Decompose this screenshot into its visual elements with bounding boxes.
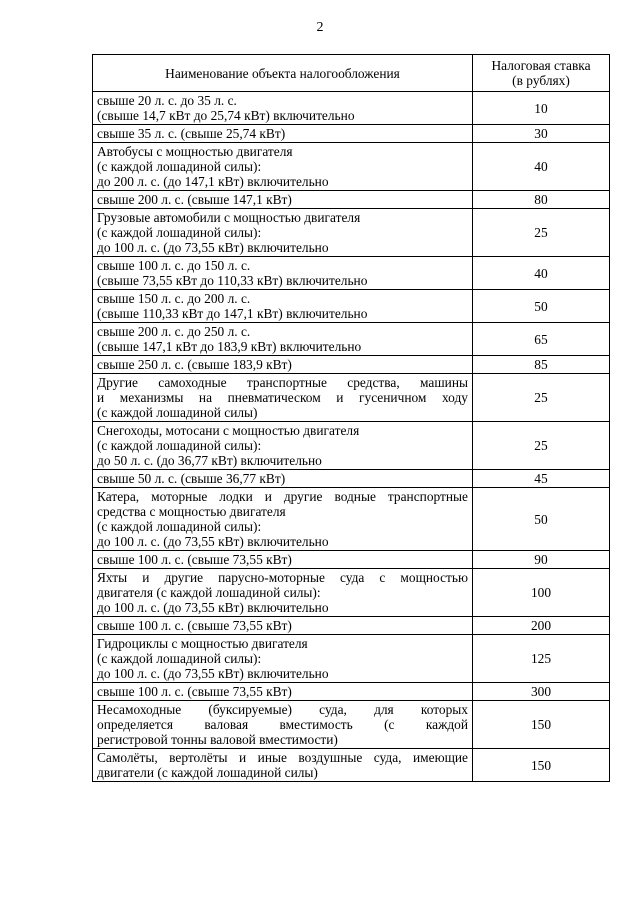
tax-object-cell	[93, 125, 473, 143]
table-row	[93, 617, 610, 635]
table-row	[93, 551, 610, 569]
tax-rate-cell: 30	[473, 125, 610, 143]
column-header-rate-line: (в рублях)	[512, 73, 570, 88]
tax-rate-cell: 40	[473, 143, 610, 191]
table-row	[93, 374, 610, 422]
tax-rate-cell: 100	[473, 569, 610, 617]
tax-object-line: двигатели (с каждой лошадиной силы)	[97, 765, 318, 780]
tax-object-cell	[93, 683, 473, 701]
tax-object-line: до 50 л. с. (до 36,77 кВт) включительно	[97, 453, 322, 468]
column-header-name: Наименование объекта налогообложения	[93, 55, 473, 92]
table-header-row	[93, 55, 610, 92]
tax-object-line: до 100 л. с. (до 73,55 кВт) включительно	[97, 534, 329, 549]
table-body	[93, 92, 610, 782]
tax-object-cell	[93, 635, 473, 683]
table-row	[93, 635, 610, 683]
table-row	[93, 470, 610, 488]
tax-object-line: Яхты и другие парусно-моторные суда с мощностью	[97, 570, 468, 585]
tax-object-line: средства с мощностью двигателя	[97, 504, 286, 519]
table-row	[93, 422, 610, 470]
tax-object-cell	[93, 470, 473, 488]
table-row	[93, 92, 610, 125]
table-row	[93, 749, 610, 782]
tax-object-cell	[93, 323, 473, 356]
tax-object-line: свыше 35 л. с. (свыше 25,74 кВт)	[97, 126, 286, 141]
tax-object-cell	[93, 257, 473, 290]
tax-rate-cell: 50	[473, 488, 610, 551]
tax-object-line: свыше 50 л. с. (свыше 36,77 кВт)	[97, 471, 286, 486]
tax-object-line: свыше 200 л. с. до 250 л. с.	[97, 324, 251, 339]
table-row	[93, 323, 610, 356]
tax-object-line: свыше 100 л. с. (свыше 73,55 кВт)	[97, 684, 292, 699]
tax-object-line: Снегоходы, мотосани с мощностью двигателя	[97, 423, 360, 438]
tax-object-line: (с каждой лошадиной силы)	[97, 405, 258, 420]
table-row	[93, 257, 610, 290]
tax-object-line: свыше 100 л. с. (свыше 73,55 кВт)	[97, 618, 292, 633]
tax-rate-cell: 80	[473, 191, 610, 209]
tax-object-cell	[93, 551, 473, 569]
tax-rate-cell: 90	[473, 551, 610, 569]
tax-rate-cell: 65	[473, 323, 610, 356]
tax-object-cell	[93, 209, 473, 257]
tax-object-cell	[93, 422, 473, 470]
page-number: 2	[316, 20, 324, 35]
tax-object-line: до 100 л. с. (до 73,55 кВт) включительно	[97, 240, 329, 255]
tax-rate-cell: 150	[473, 749, 610, 782]
tax-rate-cell: 25	[473, 422, 610, 470]
tax-rate-cell: 45	[473, 470, 610, 488]
tax-object-cell	[93, 488, 473, 551]
tax-object-line: свыше 100 л. с. (свыше 73,55 кВт)	[97, 552, 292, 567]
tax-rate-cell: 25	[473, 374, 610, 422]
table-row	[93, 143, 610, 191]
tax-object-line: Несамоходные (буксируемые) суда, для которых	[97, 702, 468, 717]
tax-object-line: до 100 л. с. (до 73,55 кВт) включительно	[97, 666, 329, 681]
tax-object-line: свыше 100 л. с. до 150 л. с.	[97, 258, 251, 273]
tax-rate-cell: 50	[473, 290, 610, 323]
tax-object-line: (с каждой лошадиной силы):	[97, 225, 262, 240]
tax-object-line: свыше 150 л. с. до 200 л. с.	[97, 291, 251, 306]
tax-object-line: (свыше 147,1 кВт до 183,9 кВт) включительно	[97, 339, 362, 354]
tax-object-line: до 100 л. с. (до 73,55 кВт) включительно	[97, 600, 329, 615]
tax-object-line: (с каждой лошадиной силы):	[97, 159, 262, 174]
tax-rate-cell: 40	[473, 257, 610, 290]
tax-rate-cell: 150	[473, 701, 610, 749]
tax-object-line: (с каждой лошадиной силы):	[97, 438, 262, 453]
tax-object-line: определяется валовая вместимость (с каждой	[97, 717, 468, 732]
tax-object-cell	[93, 92, 473, 125]
tax-object-cell	[93, 143, 473, 191]
tax-object-cell	[93, 356, 473, 374]
table-row	[93, 701, 610, 749]
table-row	[93, 125, 610, 143]
tax-object-line: Гидроциклы с мощностью двигателя	[97, 636, 308, 651]
tax-object-line: Другие самоходные транспортные средства, машины	[97, 375, 468, 390]
tax-object-line: (свыше 14,7 кВт до 25,74 кВт) включительно	[97, 108, 355, 123]
tax-object-line: свыше 200 л. с. (свыше 147,1 кВт)	[97, 192, 292, 207]
table-row	[93, 356, 610, 374]
tax-rate-cell: 200	[473, 617, 610, 635]
tax-rate-cell: 10	[473, 92, 610, 125]
tax-rate-cell: 125	[473, 635, 610, 683]
tax-object-cell	[93, 191, 473, 209]
tax-object-cell	[93, 569, 473, 617]
tax-object-line: (с каждой лошадиной силы):	[97, 651, 262, 666]
column-header-rate-line: Налоговая ставка	[491, 58, 591, 73]
tax-object-cell	[93, 749, 473, 782]
tax-object-line: свыше 20 л. с. до 35 л. с.	[97, 93, 237, 108]
table-row	[93, 290, 610, 323]
tax-object-line: Катера, моторные лодки и другие водные транспортные	[97, 489, 468, 504]
tax-object-cell	[93, 290, 473, 323]
tax-object-cell	[93, 701, 473, 749]
column-header-rate	[473, 55, 610, 92]
tax-object-line: Автобусы с мощностью двигателя	[97, 144, 293, 159]
tax-object-line: Самолёты, вертолёты и иные воздушные суда, имеющие	[97, 750, 468, 765]
table-row	[93, 209, 610, 257]
tax-object-line: двигателя (с каждой лошадиной силы):	[97, 585, 321, 600]
tax-object-line: Грузовые автомобили с мощностью двигателя	[97, 210, 361, 225]
tax-object-cell	[93, 374, 473, 422]
tax-object-cell	[93, 617, 473, 635]
tax-object-line: (с каждой лошадиной силы):	[97, 519, 262, 534]
tax-rate-cell: 85	[473, 356, 610, 374]
table-row	[93, 488, 610, 551]
tax-object-line: до 200 л. с. (до 147,1 кВт) включительно	[97, 174, 329, 189]
tax-object-line: (свыше 73,55 кВт до 110,33 кВт) включительно	[97, 273, 368, 288]
tax-rate-table	[92, 54, 610, 782]
table-row	[93, 191, 610, 209]
tax-rate-cell: 300	[473, 683, 610, 701]
table-row	[93, 683, 610, 701]
tax-object-line: регистровой тонны валовой вместимости)	[97, 732, 338, 747]
table-row	[93, 569, 610, 617]
tax-rate-cell: 25	[473, 209, 610, 257]
tax-object-line: и механизмы на пневматическом и гусеничном ходу	[97, 390, 468, 405]
tax-object-line: (свыше 110,33 кВт до 147,1 кВт) включительно	[97, 306, 368, 321]
tax-object-line: свыше 250 л. с. (свыше 183,9 кВт)	[97, 357, 292, 372]
